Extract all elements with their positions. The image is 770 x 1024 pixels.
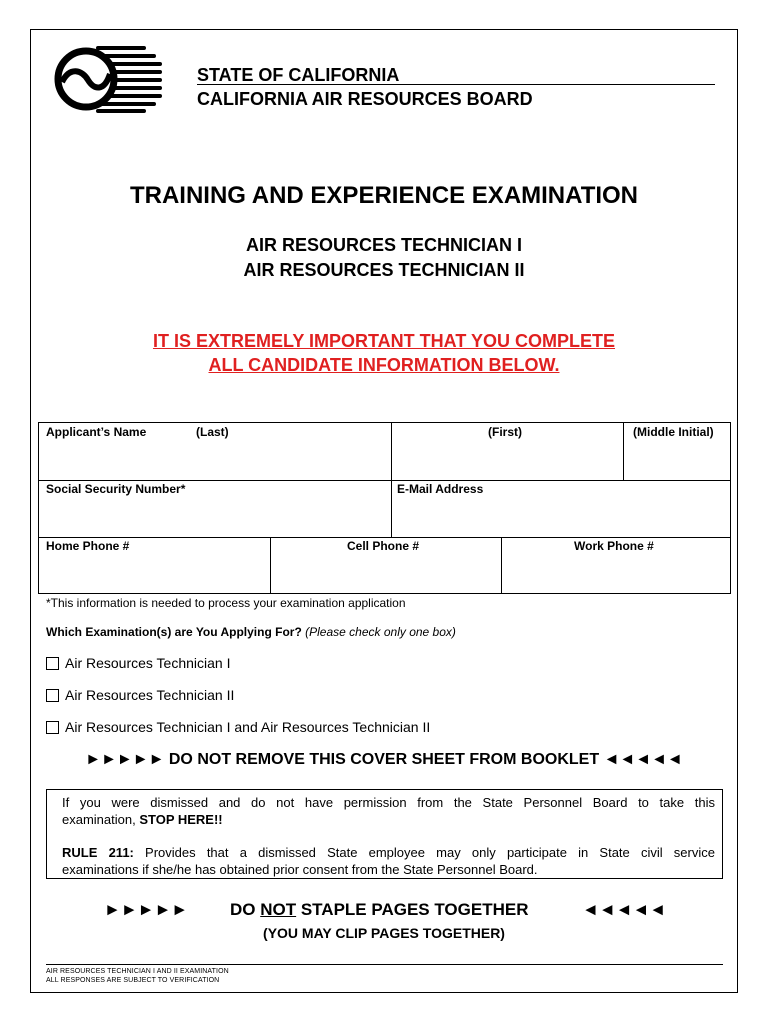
header-agency: CALIFORNIA AIR RESOURCES BOARD bbox=[197, 89, 533, 109]
applicant-name-label: Applicant’s Name bbox=[46, 425, 147, 439]
checkbox[interactable] bbox=[46, 657, 59, 670]
dismissal-line-2: examination, STOP HERE!! bbox=[62, 812, 223, 827]
rule-label: RULE 211: bbox=[62, 845, 134, 860]
exam-option-technician-2[interactable]: Air Resources Technician II bbox=[46, 687, 234, 703]
warning-line-1: IT IS EXTREMELY IMPORTANT THAT YOU COMPLETE bbox=[152, 331, 616, 351]
checkbox[interactable] bbox=[46, 721, 59, 734]
stop-here: STOP HERE!! bbox=[139, 812, 223, 827]
cell-phone-label: Cell Phone # bbox=[347, 539, 420, 553]
notice-text: DO NOT REMOVE THIS COVER SHEET FROM BOOKLET bbox=[168, 751, 600, 768]
footnote: *This information is needed to process your examination application bbox=[46, 596, 406, 610]
cover-sheet-notice bbox=[30, 751, 738, 769]
first-name-label: (First) bbox=[488, 425, 522, 439]
warning-line-2: ALL CANDIDATE INFORMATION BELOW. bbox=[208, 355, 560, 375]
footer-rule bbox=[46, 964, 723, 965]
rule-line-2: examinations if she/he has obtained prior consent from the State Personnel Board. bbox=[62, 862, 538, 877]
exam-option-technician-1[interactable]: Air Resources Technician I bbox=[46, 655, 230, 671]
rule-211-paragraph bbox=[62, 844, 715, 878]
subtitle-technician-1: AIR RESOURCES TECHNICIAN I bbox=[245, 235, 523, 255]
ssn-label: Social Security Number* bbox=[46, 482, 186, 496]
checkbox[interactable] bbox=[46, 689, 59, 702]
email-label: E-Mail Address bbox=[397, 482, 484, 496]
header-state: STATE OF CALIFORNIA bbox=[197, 65, 400, 85]
home-phone-label: Home Phone # bbox=[46, 539, 130, 553]
california-air-resources-board-logo bbox=[52, 44, 164, 114]
exam-option-both[interactable]: Air Resources Technician I and Air Resources Technician II bbox=[46, 719, 430, 735]
dismissal-line-1: If you were dismissed and do not have permission from the State Personnel Board to take this bbox=[62, 795, 715, 810]
exam-question-text: Which Examination(s) are You Applying For? bbox=[46, 625, 302, 639]
last-name-label: (Last) bbox=[196, 425, 229, 439]
dismissal-paragraph bbox=[62, 794, 715, 828]
not-emphasis: NOT bbox=[260, 900, 297, 919]
page-title: TRAINING AND EXPERIENCE EXAMINATION bbox=[129, 182, 639, 209]
exam-question bbox=[46, 625, 456, 639]
arrows-right-icon: ►►►►► bbox=[104, 900, 189, 919]
arrows-right-icon: ►►►►► bbox=[85, 751, 165, 768]
exam-question-hint: (Please check only one box) bbox=[305, 625, 456, 639]
arrows-left-icon: ◄◄◄◄◄ bbox=[603, 751, 683, 768]
footer-line-2: ALL RESPONSES ARE SUBJECT TO VERIFICATION bbox=[46, 977, 220, 984]
subtitle-technician-2: AIR RESOURCES TECHNICIAN II bbox=[243, 260, 525, 280]
arrows-left-icon: ◄◄◄◄◄ bbox=[582, 900, 667, 919]
clip-note: (YOU MAY CLIP PAGES TOGETHER) bbox=[263, 925, 505, 941]
header-rule bbox=[197, 84, 715, 85]
footer-line-1: AIR RESOURCES TECHNICIAN I AND II EXAMINATION bbox=[46, 968, 229, 975]
work-phone-label: Work Phone # bbox=[574, 539, 654, 553]
staple-notice: DO NOT STAPLE PAGES TOGETHER bbox=[230, 900, 529, 919]
rule-line-1: RULE 211: Provides that a dismissed State employee may only participate in State civil service bbox=[62, 845, 715, 860]
middle-initial-label: (Middle Initial) bbox=[633, 425, 714, 439]
